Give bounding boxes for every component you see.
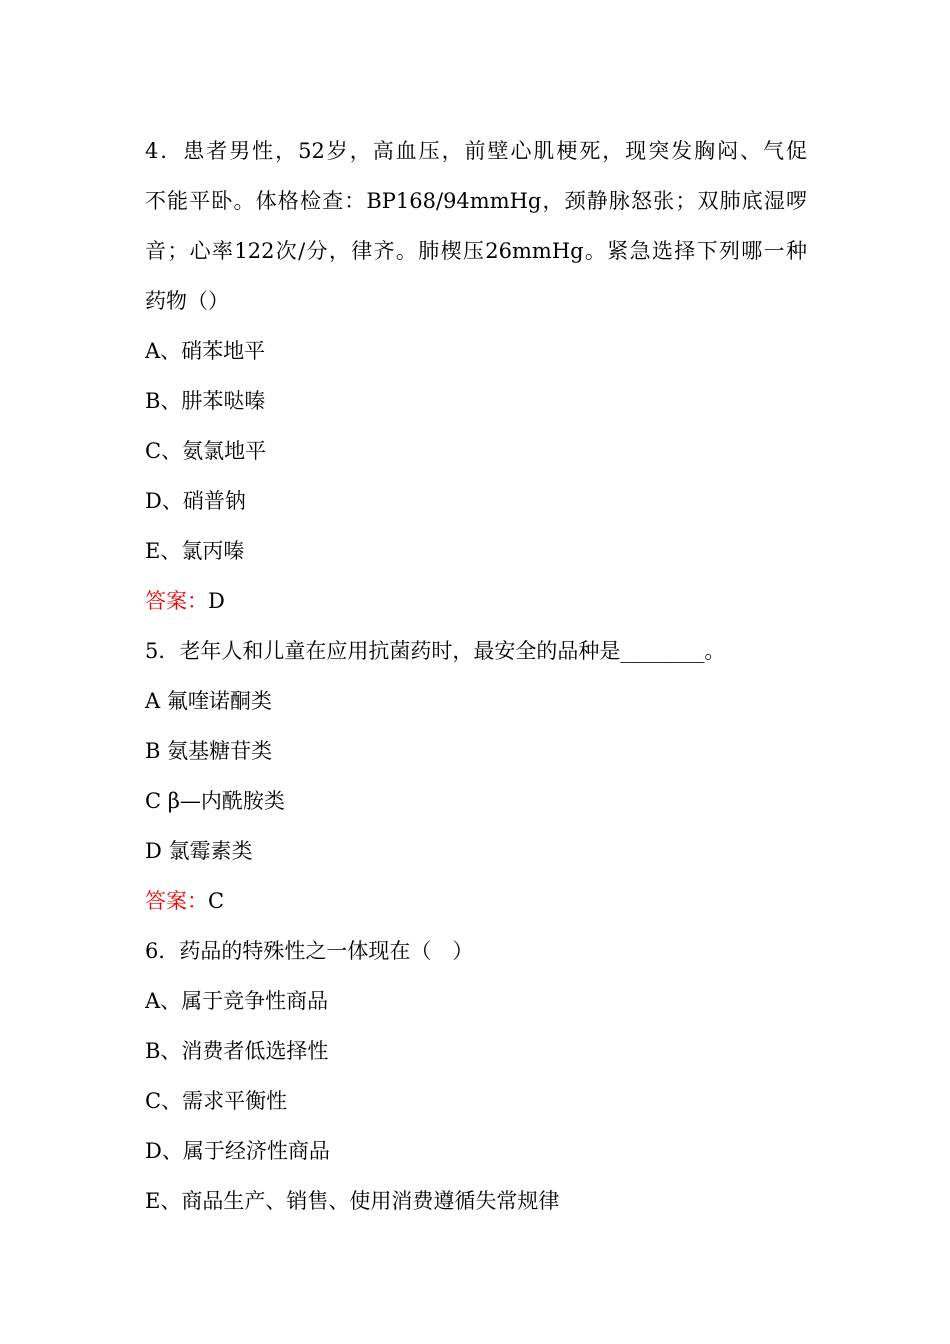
answer-label: 答案： <box>145 889 208 913</box>
answer-value: C <box>208 889 225 913</box>
question-4 <box>145 126 807 626</box>
option-b: B、肼苯哒嗪 <box>145 389 266 413</box>
question-stem-line: 不能平卧。体格检查：BP168/94mmHg，颈静脉怒张；双肺底湿啰 <box>145 189 807 213</box>
question-6 <box>145 926 807 1226</box>
question-stem-line: 5．老年人和儿童在应用抗菌药时，最安全的品种是________。 <box>145 639 726 663</box>
document-page <box>145 126 807 1226</box>
answer-label: 答案： <box>145 589 208 613</box>
option-b: B 氨基糖苷类 <box>145 739 273 763</box>
question-stem-line: 音；心率122次/分，律齐。肺楔压26mmHg。紧急选择下列哪一种 <box>145 239 807 263</box>
option-c: C、需求平衡性 <box>145 1089 288 1113</box>
option-a: A、属于竞争性商品 <box>145 989 329 1013</box>
option-a: A、硝苯地平 <box>145 339 266 363</box>
answer-value: D <box>208 589 225 613</box>
option-e: E、氯丙嗪 <box>145 539 245 563</box>
option-b: B、消费者低选择性 <box>145 1039 329 1063</box>
question-stem-line: 4．患者男性，52岁，高血压，前壁心肌梗死，现突发胸闷、气促 <box>145 139 807 163</box>
option-d: D、硝普钠 <box>145 489 246 513</box>
answer-row <box>145 876 807 926</box>
option-c: C、氨氯地平 <box>145 439 267 463</box>
option-e: E、商品生产、销售、使用消费遵循失常规律 <box>145 1189 560 1213</box>
answer-row <box>145 576 807 626</box>
option-c: C β—内酰胺类 <box>145 789 285 813</box>
question-5 <box>145 626 807 926</box>
option-a: A 氟喹诺酮类 <box>145 689 272 713</box>
option-d: D、属于经济性商品 <box>145 1139 330 1163</box>
question-stem-line: 6．药品的特殊性之一体现在（ ） <box>145 939 474 963</box>
option-d: D 氯霉素类 <box>145 839 253 863</box>
question-stem-line: 药物（） <box>145 289 229 313</box>
